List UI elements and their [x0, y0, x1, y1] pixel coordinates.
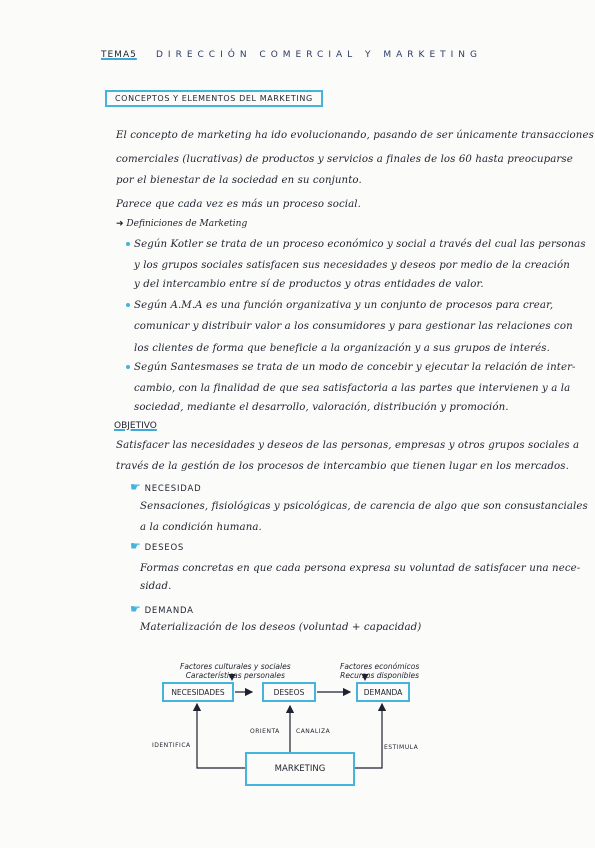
deseos-label: ☛ DESEOS [130, 539, 185, 553]
diagram-right-factors: Factores económicos Recursos disponibles [340, 662, 420, 680]
necesidad-line-1: Sensaciones, fisiológicas y psicológicas, de carencia de algo que son consustanciales [140, 501, 588, 512]
necesidad-label: ☛ NECESIDAD [130, 480, 202, 494]
intro-line-1: El concepto de marketing ha ido evolucionando, pasando de ser únicamente transacciones [116, 130, 594, 141]
intro-line-4: Parece que cada vez es más un proceso social. [116, 199, 362, 210]
definition-1-line-3: y del intercambio entre sí de productos y otras entidades de valor. [134, 279, 484, 290]
box-necesidades: NECESIDADES [162, 682, 234, 702]
definition-3-line-1: Según Santesmases se trata de un modo de concebir y ejecutar la relación de inter- [126, 362, 576, 373]
bullet-icon [126, 242, 130, 246]
necesidad-line-2: a la condición humana. [140, 522, 262, 533]
pointing-hand-icon: ☛ [130, 480, 142, 494]
definition-2-line-1: Según A.M.A es una función organizativa y un conjunto de procesos para crear, [126, 300, 553, 311]
label-identifica: IDENTIFICA [152, 742, 191, 749]
definition-2-line-2: comunicar y distribuir valor a los consumidores y para gestionar las relaciones con [134, 321, 573, 332]
objetivo-line-1: Satisfacer las necesidades y deseos de las personas, empresas y otros grupos sociales a [116, 440, 580, 451]
definition-1-line-2: y los grupos sociales satisfacen sus necesidades y deseos por medio de la creación [134, 260, 570, 271]
label-estimula: ESTIMULA [384, 744, 419, 751]
bullet-icon [126, 365, 130, 369]
definition-1-line-1: Según Kotler se trata de un proceso económico y social a través del cual las personas [126, 239, 586, 250]
objetivo-line-2: través de la gestión de los procesos de intercambio que tienen lugar en los mercados. [116, 461, 569, 472]
definitions-heading: ➜ Definiciones de Marketing [116, 219, 248, 229]
box-deseos: DESEOS [262, 682, 316, 702]
intro-line-2: comerciales (lucrativas) de productos y servicios a finales de los 60 hasta preocuparse [116, 154, 573, 165]
label-canaliza: CANALIZA [296, 728, 331, 735]
tema-number: TEMA5 [101, 50, 137, 60]
arrow-icon: ➜ [116, 219, 127, 229]
definition-2-line-3: los clientes de forma que beneficie a la organización y a sus grupos de interés. [134, 343, 550, 354]
box-marketing: MARKETING [245, 752, 355, 786]
pointing-hand-icon: ☛ [130, 602, 142, 616]
pointing-hand-icon: ☛ [130, 539, 142, 553]
demanda-label: ☛ DEMANDA [130, 602, 194, 616]
diagram-left-factors: Factores culturales y sociales Características personales [180, 662, 291, 680]
intro-line-3: por el bienestar de la sociedad en su conjunto. [116, 175, 362, 186]
demanda-line-1: Materialización de los deseos (voluntad + capacidad) [140, 622, 422, 633]
section-title: CONCEPTOS Y ELEMENTOS DEL MARKETING [105, 90, 323, 107]
deseos-line-1: Formas concretas en que cada persona expresa su voluntad de satisfacer una nece- [140, 563, 581, 574]
deseos-line-2: sidad. [140, 581, 172, 592]
page-title: DIRECCIÓN COMERCIAL Y MARKETING [156, 50, 482, 60]
definition-3-line-3: sociedad, mediante el desarrollo, valoración, distribución y promoción. [134, 402, 509, 413]
label-orienta: ORIENTA [250, 728, 280, 735]
box-demanda: DEMANDA [356, 682, 410, 702]
bullet-icon [126, 303, 130, 307]
marketing-diagram [140, 640, 470, 830]
definition-3-line-2: cambio, con la finalidad de que sea satisfactoria a las partes que intervienen y a la [134, 383, 571, 394]
objetivo-label: OBJETIVO [114, 421, 157, 431]
